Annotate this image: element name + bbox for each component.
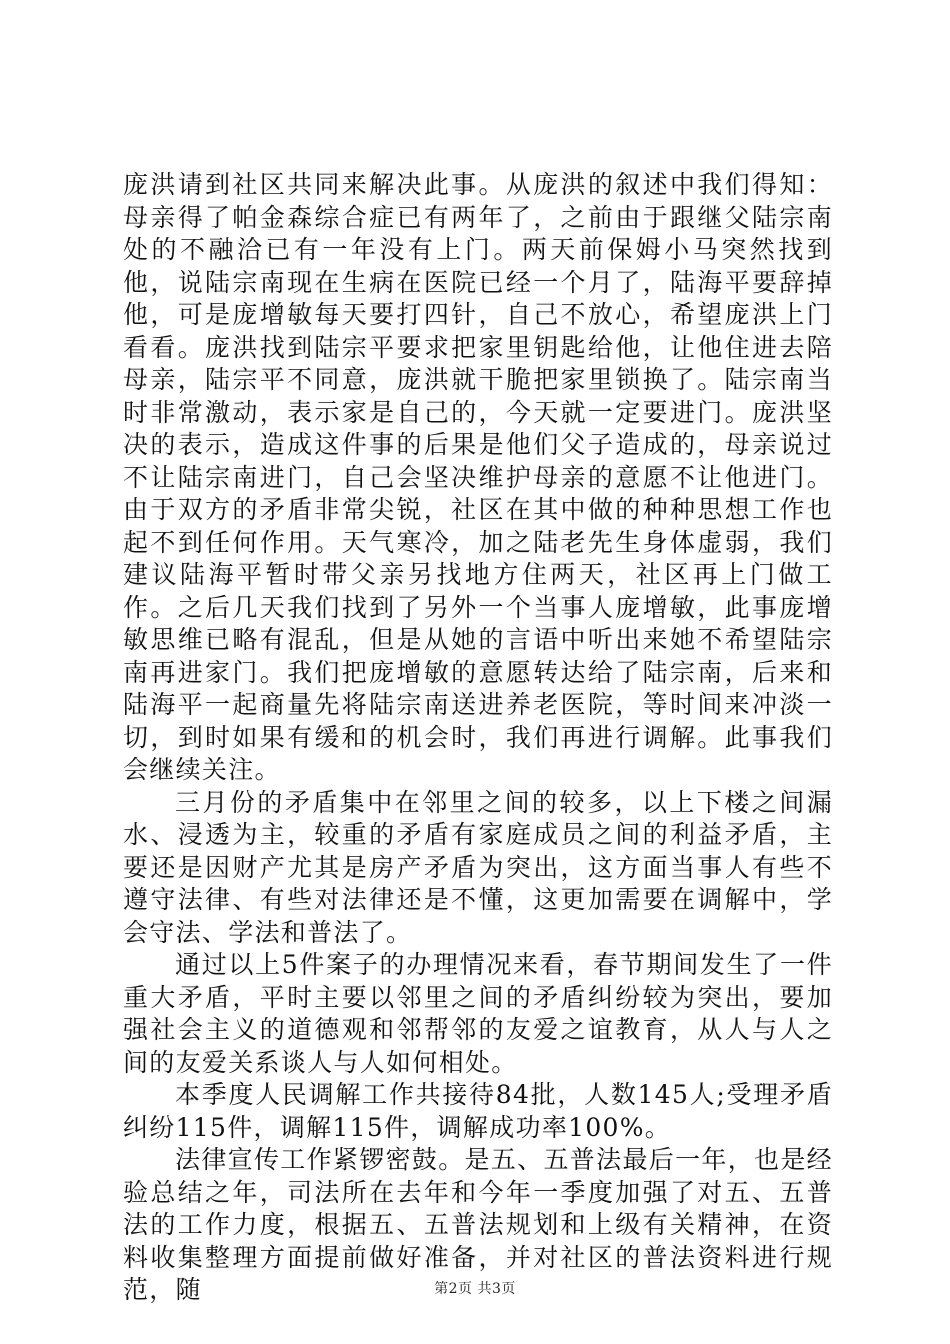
paragraph-1: 庞洪请到社区共同来解决此事。从庞洪的叙述中我们得知：母亲得了帕金森综合症已有两年了，之前由于跟继父陆宗南处的不融洽已有一年没有上门。两天前保姆小马突然找到他，说陆宗南现在生病在医院已经一个月了，陆海平要辞掉他，可是庞增敏每天要打四针，自己不放心，希望庞洪上门看看。庞洪找到陆宗平要求把家里钥匙给他，让他住进去陪母亲，陆宗平不同意，庞洪就干脆把家里锁换了。陆宗南当时非常激动，表示家是自己的，今天就一定要进门。庞洪坚决的表示，造成这件事的后果是他们父子造成的，母亲说过不让陆宗南进门，自己会坚决维护母亲的意愿不让他进门。由于双方的矛盾非常尖锐，社区在其中做的种种思想工作也起不到任何作用。天气寒冷，加之陆老先生身体虚弱，我们建议陆海平暂时带父亲另找地方住两天，社区再上门做工作。之后几天我们找到了另外一个当事人庞增敏，此事庞增敏思维已略有混乱，但是从她的言语中听出来她不希望陆宗南再进家门。我们把庞增敏的意愿转达给了陆宗南，后来和陆海平一起商量先将陆宗南送进养老医院，等时间来冲淡一切，到时如果有缓和的机会时，我们再进行调解。此事我们会继续关注。 xyxy=(123,170,833,784)
paragraph-2: 三月份的矛盾集中在邻里之间的较多，以上下楼之间漏水、浸透为主，较重的矛盾有家庭成员之间的利益矛盾，主要还是因财产尤其是房产矛盾为突出，这方面当事人有些不遵守法律、有些对法律还是不懂，这更加需要在调解中，学会守法、学法和普法了。 xyxy=(123,787,833,947)
paragraph-3: 通过以上5件案子的办理情况来看，春节期间发生了一件重大矛盾，平时主要以邻里之间的矛盾纠纷较为突出，要加强社会主义的道德观和邻帮邻的友爱之谊教育，从人与人之间的友爱关系谈人与人如何相处。 xyxy=(123,950,833,1077)
page-number: 第2页 共3页 xyxy=(434,1281,516,1297)
page-footer xyxy=(0,1278,950,1298)
document-body xyxy=(123,169,833,1307)
paragraph-5: 法律宣传工作紧锣密鼓。是五、五普法最后一年，也是经验总结之年，司法所在去年和今年一季度加强了对五、五普法的工作力度，根据五、五普法规划和上级有关精神，在资料收集整理方面提前做好准备，并对社区的普法资料进行规范，随 xyxy=(123,1145,833,1304)
paragraph-4: 本季度人民调解工作共接待84批，人数145人;受理矛盾纠纷115件，调解115件，调解成功率100%。 xyxy=(123,1080,833,1142)
